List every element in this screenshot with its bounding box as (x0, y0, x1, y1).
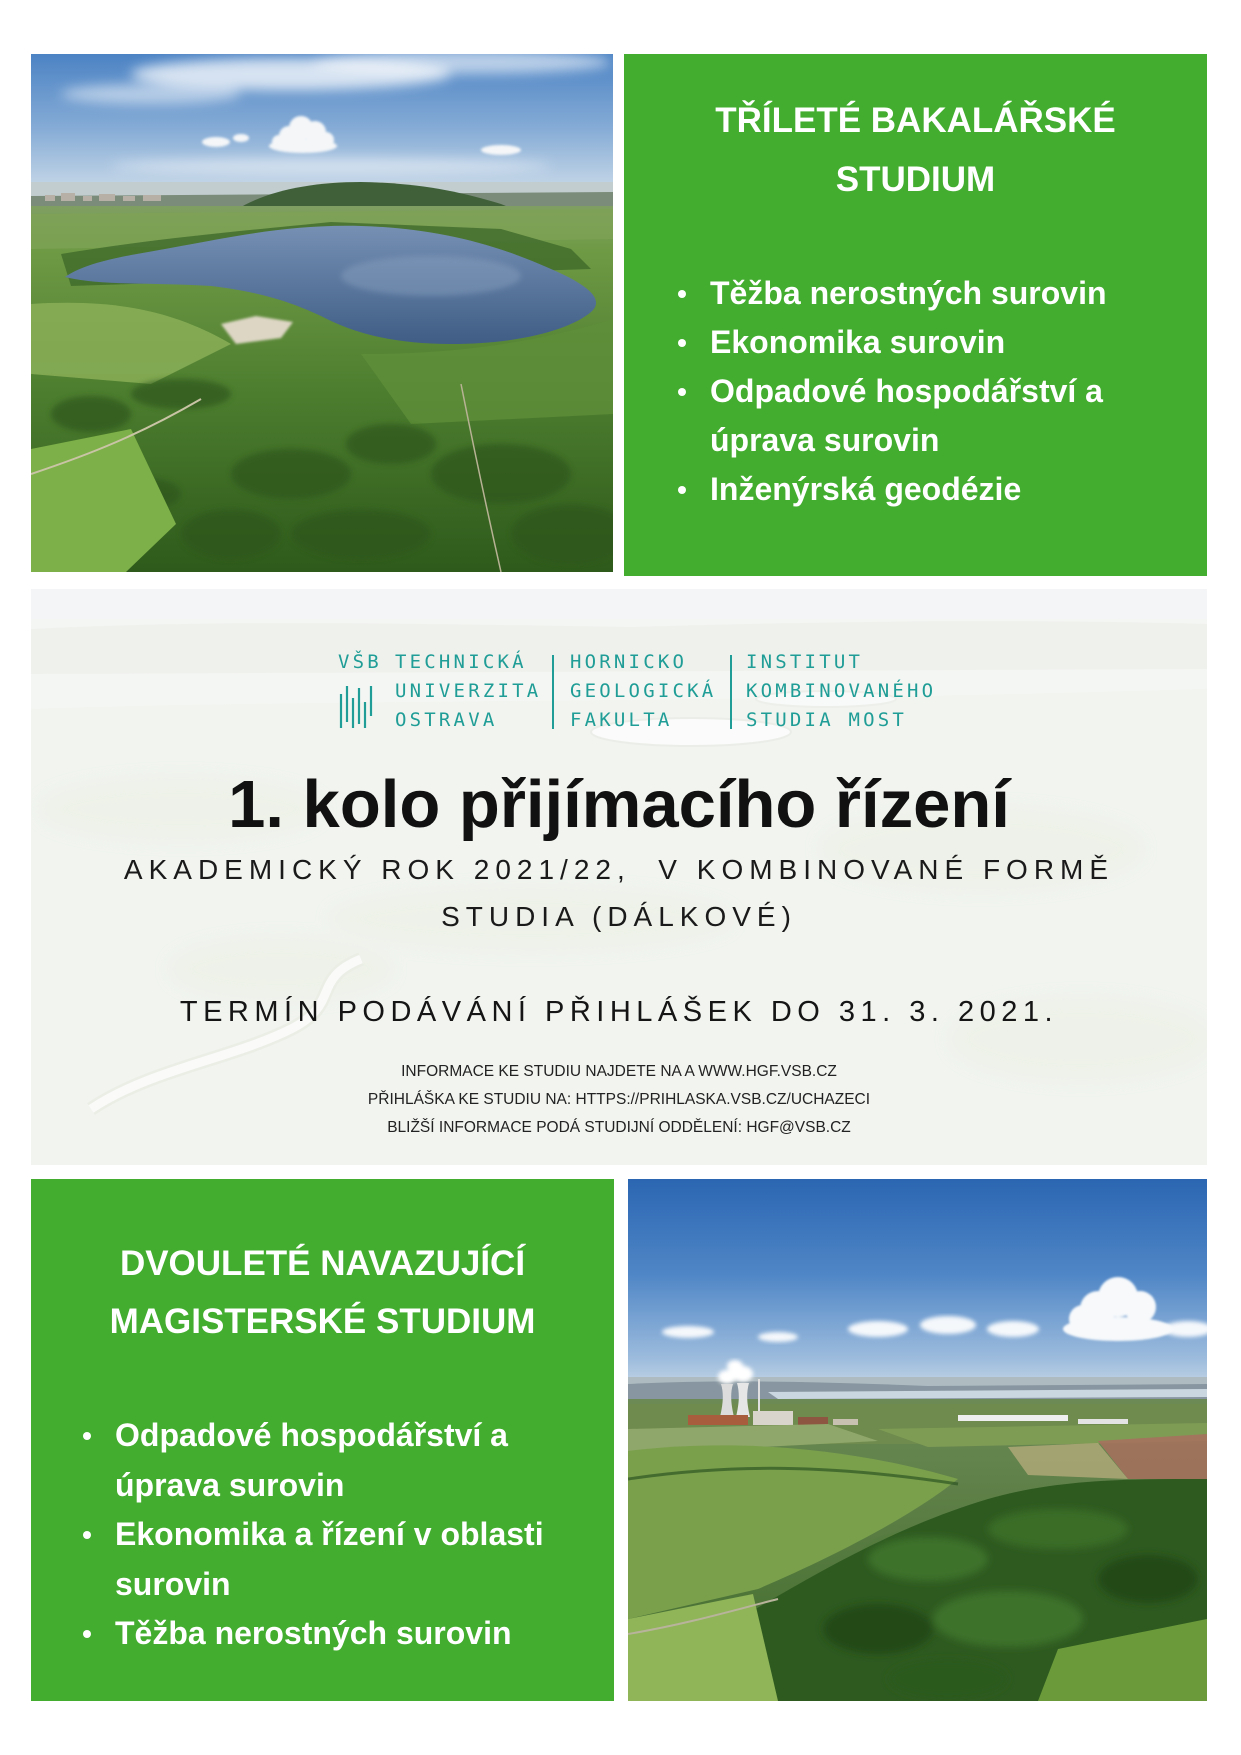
power-plant-landscape-photo (628, 1179, 1207, 1701)
cloud (758, 1332, 798, 1342)
tree-canopy (1098, 1555, 1198, 1603)
tree-canopy (823, 1604, 933, 1654)
list-item (115, 1609, 585, 1659)
logo-mark-text: VŠB (338, 651, 382, 673)
heading-line: STUDIUM (835, 160, 996, 199)
heading-line: DVOULETÉ NAVAZUJÍCÍ (119, 1244, 526, 1283)
contact-info (31, 1058, 1207, 1142)
power-plant-landscape-image (628, 1179, 1207, 1701)
warehouse (1078, 1419, 1128, 1424)
warehouse (958, 1415, 1068, 1421)
bullet-icon (83, 1531, 91, 1539)
bachelor-heading (624, 91, 1207, 209)
cloud (920, 1316, 976, 1334)
tree-canopy (988, 1509, 1128, 1549)
bars (341, 686, 371, 728)
logo-divider (730, 655, 732, 729)
list-item (710, 269, 1180, 318)
building (45, 195, 55, 201)
logo-line: GEOLOGICKÁ (570, 680, 717, 702)
cloud (111, 158, 551, 174)
logo-line: FAKULTA (570, 709, 673, 731)
lake-reflection (341, 256, 521, 296)
logo-line: UNIVERZITA (395, 680, 542, 702)
logo-divider (552, 655, 554, 729)
building (61, 193, 75, 201)
building (143, 195, 161, 201)
list-item (710, 318, 1180, 367)
bullet-icon (83, 1630, 91, 1638)
heading-line: MAGISTERSKÉ STUDIUM (109, 1302, 536, 1341)
bullet-icon (83, 1432, 91, 1440)
trees (51, 396, 131, 432)
logo-line: KOMBINOVANÉHO (746, 680, 937, 702)
trees (231, 449, 351, 499)
logo-line: OSTRAVA (395, 709, 498, 731)
logo-line: STUDIA MOST (746, 709, 908, 731)
industrial-building (688, 1415, 748, 1425)
heading-line: TŘÍLETÉ BAKALÁŘSKÉ (715, 101, 1116, 140)
tree-canopy (868, 1537, 988, 1581)
cloud (61, 84, 241, 104)
list-item (115, 1510, 585, 1609)
page-title: 1. kolo přijímacího řízení (228, 767, 1010, 842)
bullet-icon (678, 388, 686, 396)
bachelor-program-list (710, 269, 1180, 514)
industrial-building (798, 1417, 828, 1425)
trees (131, 379, 231, 409)
cloud-small (233, 134, 249, 142)
info-line: PŘIHLÁŠKA KE STUDIU NA: HTTPS://PRIHLASKA.VSB.CZ/UCHAZECI (367, 1091, 871, 1108)
lake-landscape-photo (31, 54, 613, 572)
program-name: Ekonomika a řízení v oblasti surovin (115, 1516, 544, 1602)
application-deadline: TERMÍN PODÁVÁNÍ PŘIHLÁŠEK DO 31. 3. 2021. (179, 996, 1059, 1028)
steam (727, 1360, 743, 1372)
tree-canopy (888, 1659, 1008, 1699)
info-line: INFORMACE KE STUDIU NAJDETE NA A WWW.HGF.VSB.CZ (401, 1063, 837, 1080)
subtitle: AKADEMICKÝ ROK 2021/22, V KOMBINOVANÉ FORMĚ STUDIA (DÁLKOVÉ) (123, 854, 1128, 932)
tree-canopy (933, 1591, 1083, 1647)
trees (346, 424, 436, 464)
list-item (710, 465, 1180, 514)
university-name (395, 648, 541, 735)
cloud (987, 1321, 1039, 1337)
program-name: Těžba nerostných surovin (710, 275, 1107, 311)
master-heading (31, 1235, 614, 1351)
cloud-small (481, 145, 521, 155)
cloud-base (1063, 1317, 1173, 1341)
admission-banner (31, 589, 1207, 1165)
cloud-base (269, 139, 337, 153)
trees (181, 509, 281, 559)
institute-name (746, 648, 936, 735)
trees (431, 444, 571, 504)
trees (291, 509, 431, 559)
master-study-panel (31, 1179, 614, 1701)
cloud (662, 1326, 714, 1338)
cloud-small (202, 137, 230, 147)
bullet-icon (678, 339, 686, 347)
master-program-list (115, 1411, 585, 1659)
program-name: Odpadové hospodářství a úprava surovin (115, 1417, 508, 1503)
program-name: Inženýrská geodézie (710, 471, 1022, 507)
building (83, 196, 92, 201)
logo-line: TECHNICKÁ (395, 651, 527, 673)
bullet-icon (678, 486, 686, 494)
industrial-building (753, 1411, 793, 1425)
building (99, 194, 115, 201)
info-line: BLIŽŠÍ INFORMACE PODÁ STUDIJNÍ ODDĚLENÍ: HGF@VSB.CZ (387, 1119, 851, 1136)
bachelor-study-panel (624, 54, 1207, 576)
program-name: Ekonomika surovin (710, 324, 1006, 360)
list-item (710, 367, 1180, 465)
building (123, 196, 135, 201)
list-item (115, 1411, 585, 1510)
logo-line: INSTITUT (746, 651, 864, 673)
cloud (848, 1321, 908, 1337)
program-name: Těžba nerostných surovin (115, 1615, 512, 1651)
logo-line: HORNICKO (570, 651, 688, 673)
industrial-building (833, 1419, 858, 1425)
faculty-name (570, 648, 716, 735)
lake-landscape-image (31, 54, 613, 572)
vsb-logo-mark (338, 648, 382, 677)
vsb-bars-icon (338, 684, 378, 730)
bullet-icon (678, 290, 686, 298)
program-name: Odpadové hospodářství a úprava surovin (710, 373, 1103, 458)
